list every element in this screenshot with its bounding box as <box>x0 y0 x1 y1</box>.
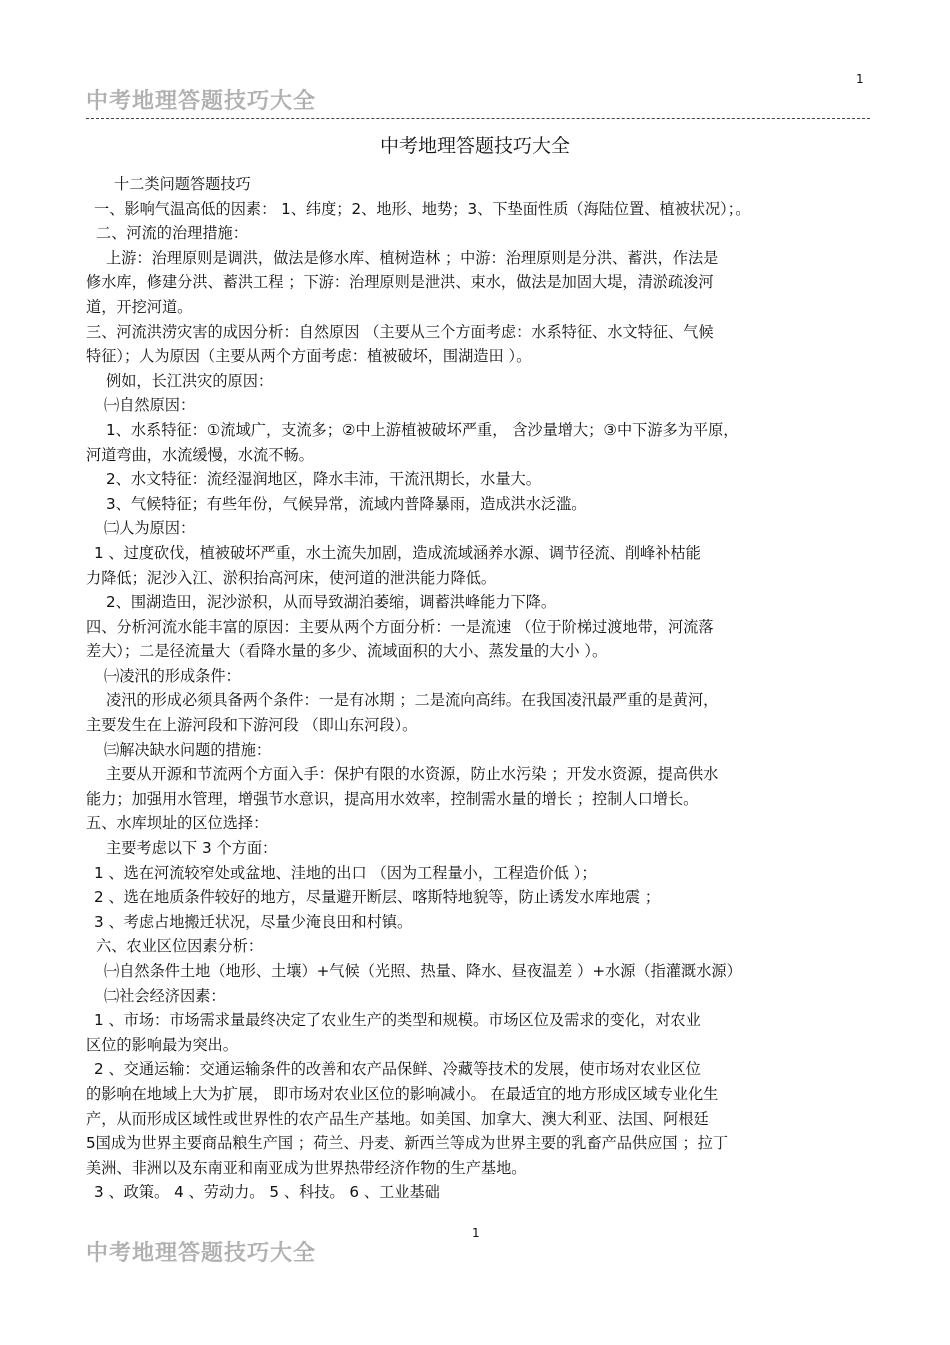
text-line: 二、河流的治理措施： <box>96 224 248 243</box>
text-line: ㈠凌汛的形成条件： <box>104 666 241 685</box>
text-line: 3、气候特征；有些年份，气候异常，流域内普降暴雨，造成洪水泛滥。 <box>106 494 587 513</box>
watermark-top: 中考地理答题技巧大全 <box>86 89 317 114</box>
text-line: 5国成为世界主要商品粮生产国 ；荷兰、丹麦、新西兰等成为世界主要的乳畜产品供应国 ；拉丁 <box>86 1134 729 1153</box>
page-number-bottom: 1 <box>472 1226 480 1240</box>
text-line: 1 、过度砍伐，植被破坏严重，水土流失加剧，造成流域涵养水源、调节径流、削峰补枯能 <box>94 543 701 562</box>
text-line: 三、河流洪涝灾害的成因分析：自然原因 （主要从三个方面考虑：水系特征、水文特征、气候 <box>86 322 714 341</box>
text-line: 力降低；泥沙入江、淤积抬高河床，使河道的泄洪能力降低。 <box>86 568 497 587</box>
text-line: 2、围湖造田，泥沙淤积，从而导致湖泊萎缩，调蓄洪峰能力下降。 <box>106 593 557 612</box>
text-line: 2 、选在地质条件较好的地方，尽量避开断层、喀斯特地貌等，防止诱发水库地震 ； <box>94 888 661 907</box>
text-line: 主要考虑以下 3 个方面： <box>106 839 278 858</box>
text-line: ㈢解决缺水问题的措施： <box>104 740 272 759</box>
text-line: 六、农业区位因素分析： <box>96 937 264 956</box>
text-line: 能力；加强用水管理，增强节水意识，提高用水效率，控制需水量的增长 ；控制人口增长。 <box>86 789 699 808</box>
text-line: 四、分析河流水能丰富的原因：主要从两个方面分析：一是流速 （位于阶梯过渡地带，河流落 <box>86 617 714 636</box>
text-line: ㈡人为原因： <box>104 519 196 538</box>
text-line: 十二类问题答题技巧 <box>114 175 251 193</box>
text-line: 特征）；人为原因（主要从两个方面考虑：植被破坏，围湖造田 ）。 <box>86 347 532 366</box>
text-line: 3 、政策。 4 、劳动力。 5 、科技。 6 、工业基础 <box>94 1183 440 1202</box>
text-line: 河道弯曲，水流缓慢，水流不畅。 <box>86 445 314 464</box>
text-line: 主要从开源和节流两个方面入手：保护有限的水资源，防止水污染 ；开发水资源，提高供水 <box>106 765 719 784</box>
text-line: 差大）；二是径流量大（看降水量的多少、流域面积的大小、蒸发量的大小 ）。 <box>86 642 608 661</box>
text-line: 3 、考虑占地搬迁状况，尽量少淹良田和村镇。 <box>94 912 413 931</box>
text-line: 凌汛的形成必须具备两个条件：一是有冰期 ；二是流向高纬。在我国凌汛最严重的是黄河， <box>106 691 719 710</box>
text-line: 产，从而形成区域性或世界性的农产品生产基地。如美国、加拿大、澳大利亚、法国、阿根廷 <box>86 1109 709 1128</box>
text-line: 2、水文特征：流经湿润地区，降水丰沛，干流汛期长，水量大。 <box>106 470 541 489</box>
header-rule <box>86 118 870 119</box>
document-body <box>86 172 870 1205</box>
text-line: 区位的影响最为突出。 <box>86 1035 238 1054</box>
text-line: 美洲、非洲以及东南亚和南亚成为世界热带经济作物的生产基地。 <box>86 1158 527 1177</box>
text-line: ㈡社会经济因素： <box>104 986 226 1005</box>
text-line: 1 、选在河流较窄处或盆地、洼地的出口 （因为工程量小，工程造价低 ）； <box>94 863 597 882</box>
text-line: 五、水库坝址的区位选择： <box>86 814 269 833</box>
text-line: 1 、市场：市场需求量最终决定了农业生产的类型和规模。市场区位及需求的变化，对农业 <box>94 1011 701 1030</box>
text-line: ㈠自然条件土地（地形、土壤）+气候（光照、热量、降水、昼夜温差 ）+水源（指灌溉水源） <box>104 962 742 980</box>
page-number-top: 1 <box>856 72 864 86</box>
text-line: 一、影响气温高低的因素： 1、纬度；2、地形、地势；3、下垫面性质（海陆位置、植被状况）；。 <box>94 199 751 218</box>
watermark-bottom: 中考地理答题技巧大全 <box>86 1241 317 1266</box>
text-line: 2 、交通运输：交通运输条件的改善和农产品保鲜、冷藏等技术的发展，使市场对农业区位 <box>94 1060 701 1079</box>
text-line: ㈠自然原因： <box>104 396 196 415</box>
text-line: 修水库，修建分洪、蓄洪工程 ；下游：治理原则是泄洪、束水，做法是加固大堤，清淤疏浚河 <box>86 273 714 292</box>
text-line: 1、水系特征：①流域广，支流多；②中上游植被破坏严重， 含沙量增大；③中下游多为平原， <box>106 420 739 439</box>
text-line: 上游：治理原则是调洪，做法是修水库、植树造林 ；中游：治理原则是分洪、蓄洪，作法是 <box>106 248 719 267</box>
text-line: 的影响在地域上大为扩展， 即市场对农业区位的影响减小。 在最适宜的地方形成区域专业化生 <box>86 1084 719 1103</box>
document-title: 中考地理答题技巧大全 <box>379 135 570 157</box>
text-line: 道，开挖河道。 <box>86 297 193 316</box>
text-line: 例如，长江洪灾的原因： <box>106 371 274 390</box>
text-line: 主要发生在上游河段和下游河段 （即山东河段）。 <box>86 716 418 735</box>
